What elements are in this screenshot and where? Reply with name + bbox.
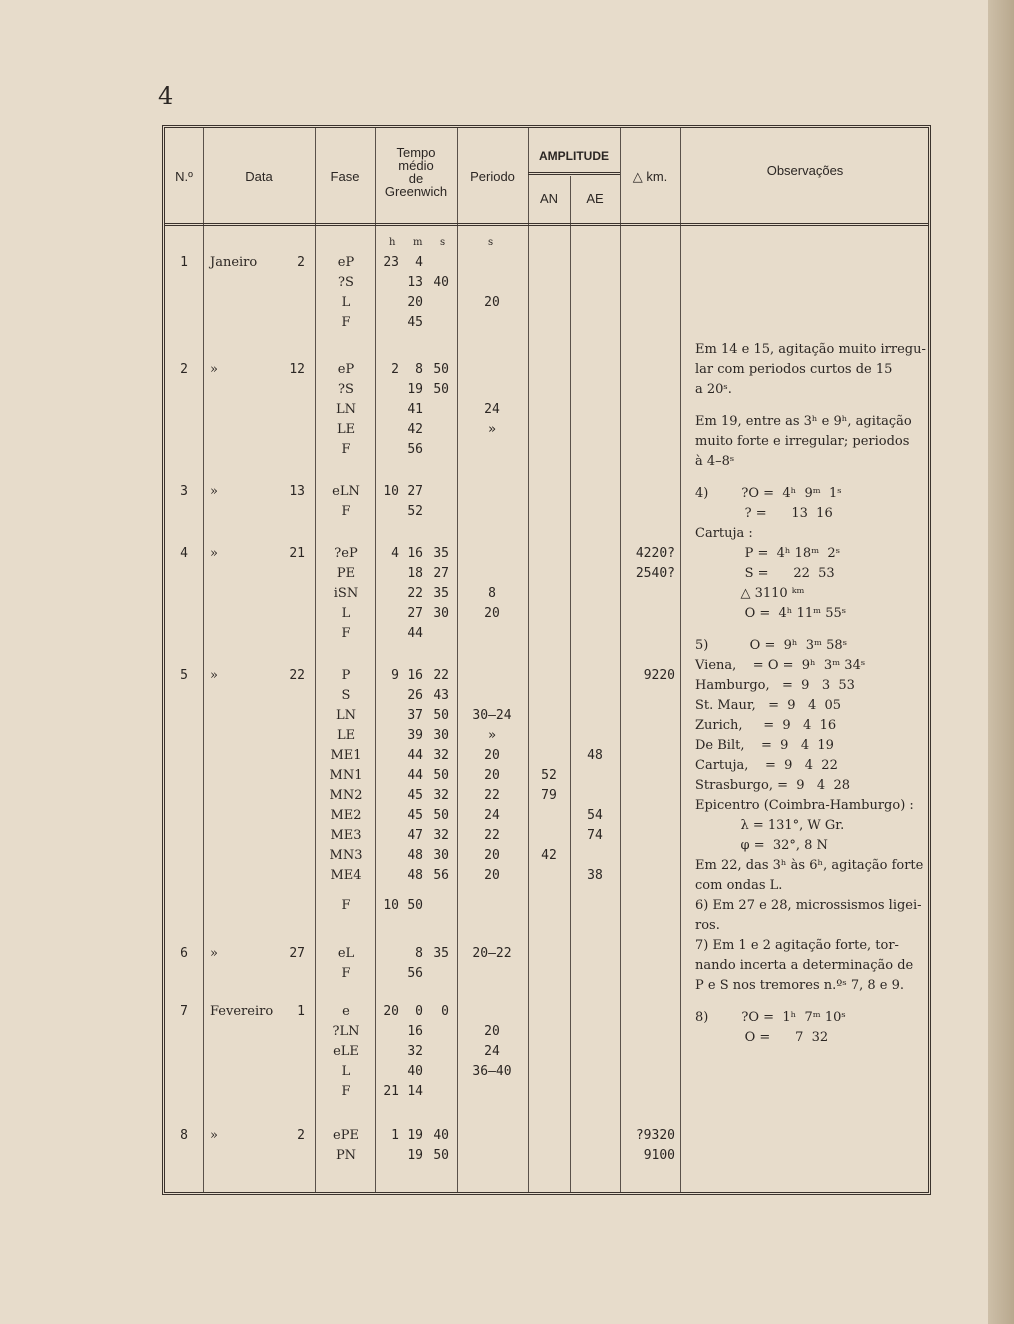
cell-s: 50 [433, 708, 449, 723]
cell-per: 30–24 [472, 708, 512, 723]
cell-s: 56 [433, 868, 449, 883]
cell-fase: e [342, 1004, 350, 1019]
cell-km: 9220 [643, 668, 675, 683]
cell-fase: eL [337, 946, 355, 961]
seismic-table [162, 125, 931, 1195]
cell-s: 50 [433, 808, 449, 823]
observation-line: Em 22, das 3ʰ às 6ʰ, agitação forte [695, 858, 924, 873]
cell-per: 20 [484, 768, 500, 783]
cell-fase: F [341, 1084, 351, 1099]
cell-m: 19 [407, 1128, 423, 1143]
header-tempo: Tempo médio de Greenwich [384, 145, 448, 199]
cell-fase: LN [335, 402, 356, 417]
observation-line: Viena, = O = 9ʰ 3ᵐ 34ˢ [695, 658, 866, 673]
header-an: AN [539, 191, 559, 206]
cell-fase: ?eP [334, 546, 358, 561]
header-delta-km: △ km. [632, 169, 668, 184]
cell-fase: ME2 [330, 808, 362, 823]
cell-s: 50 [433, 362, 449, 377]
cell-m: 20 [407, 295, 423, 310]
cell-ae: 54 [587, 808, 603, 823]
cell-mes: » [210, 668, 218, 683]
cell-m: 45 [407, 315, 423, 330]
cell-ae: 48 [587, 748, 603, 763]
cell-m: 0 [415, 1004, 423, 1019]
cell-s: 30 [433, 848, 449, 863]
cell-dia: 21 [289, 546, 305, 561]
cell-fase: ?S [338, 275, 354, 290]
cell-m: 47 [407, 828, 423, 843]
cell-m: 44 [407, 748, 423, 763]
cell-s: 40 [433, 1128, 449, 1143]
cell-s: 35 [433, 546, 449, 561]
cell-fase: S [341, 688, 351, 703]
cell-m: 48 [407, 868, 423, 883]
cell-km: ?9320 [635, 1128, 675, 1143]
cell-fase: F [341, 898, 351, 913]
cell-fase: eLE [333, 1044, 359, 1059]
header-data: Data [245, 169, 273, 184]
observation-line: muito forte e irregular; periodos [695, 434, 910, 449]
cell-fase: LE [336, 728, 356, 743]
unit-period-s: s [488, 237, 494, 248]
cell-s: 50 [433, 382, 449, 397]
cell-s: 43 [433, 688, 449, 703]
cell-per: 22 [484, 788, 500, 803]
header-no: N.º [175, 169, 193, 184]
cell-m: 16 [407, 668, 423, 683]
cell-m: 42 [407, 422, 423, 437]
observation-line: 5) O = 9ʰ 3ᵐ 58ˢ [695, 638, 848, 653]
observation-line: 6) Em 27 e 28, microssismos ligei- [695, 898, 922, 913]
cell-dia: 12 [289, 362, 305, 377]
cell-n: 3 [180, 484, 188, 499]
cell-n: 6 [180, 946, 188, 961]
cell-dia: 27 [289, 946, 305, 961]
cell-fase: eP [337, 362, 355, 377]
cell-an: 42 [541, 848, 557, 863]
observation-line: Epicentro (Coimbra-Hamburgo) : [695, 798, 914, 813]
cell-per: 20–22 [472, 946, 512, 961]
cell-mes: Fevereiro [210, 1004, 274, 1019]
cell-mes: » [210, 1128, 218, 1143]
cell-s: 32 [433, 828, 449, 843]
cell-m: 18 [407, 566, 423, 581]
cell-per: 36–40 [472, 1064, 512, 1079]
cell-m: 8 [415, 362, 423, 377]
cell-s: 35 [433, 946, 449, 961]
observation-line: φ = 32°, 8 N [695, 838, 828, 853]
cell-fase: MN3 [329, 848, 363, 863]
cell-m: 37 [407, 708, 423, 723]
observation-line: △ 3110 ᵏᵐ [695, 586, 805, 601]
cell-fase: F [341, 504, 351, 519]
cell-m: 8 [415, 946, 423, 961]
cell-n: 7 [180, 1004, 188, 1019]
cell-m: 32 [407, 1044, 423, 1059]
cell-m: 44 [407, 768, 423, 783]
cell-mes: » [210, 484, 218, 499]
header-ae: AE [586, 191, 604, 206]
cell-per: 20 [484, 1024, 500, 1039]
cell-mes: Janeiro [210, 255, 258, 270]
cell-km: 4220? [635, 546, 675, 561]
cell-m: 41 [407, 402, 423, 417]
cell-fase: F [341, 315, 351, 330]
cell-m: 39 [407, 728, 423, 743]
cell-dia: 13 [289, 484, 305, 499]
cell-h: 23 [383, 255, 399, 270]
header-periodo: Periodo [470, 169, 515, 184]
cell-m: 27 [407, 484, 423, 499]
page-edge [988, 0, 1014, 1324]
cell-per: » [488, 728, 496, 743]
observation-line: Cartuja, = 9 4 22 [695, 758, 838, 773]
cell-m: 45 [407, 808, 423, 823]
observation-line: Cartuja : [695, 526, 753, 541]
cell-s: 30 [433, 728, 449, 743]
cell-m: 50 [407, 898, 423, 913]
cell-fase: ME4 [330, 868, 362, 883]
cell-fase: LE [336, 422, 356, 437]
cell-fase: LN [335, 708, 356, 723]
cell-per: 20 [484, 868, 500, 883]
cell-s: 30 [433, 606, 449, 621]
cell-fase: PN [335, 1148, 357, 1163]
cell-per: 20 [484, 848, 500, 863]
cell-per: 24 [484, 402, 500, 417]
cell-dia: 1 [297, 1004, 305, 1019]
header-amplitude: AMPLITUDE [539, 149, 609, 163]
observation-line: Em 14 e 15, agitação muito irregu- [695, 342, 926, 357]
observation-line: De Bilt, = 9 4 19 [695, 738, 834, 753]
cell-m: 44 [407, 626, 423, 641]
observation-line: Em 19, entre as 3ʰ e 9ʰ, agitação [695, 414, 912, 429]
cell-s: 32 [433, 788, 449, 803]
cell-m: 45 [407, 788, 423, 803]
cell-fase: ME1 [330, 748, 362, 763]
cell-fase: MN1 [329, 768, 363, 783]
cell-mes: » [210, 362, 218, 377]
cell-fase: ?LN [332, 1024, 360, 1039]
observation-line: 8) ?O = 1ʰ 7ᵐ 10ˢ [695, 1010, 846, 1025]
cell-an: 52 [541, 768, 557, 783]
cell-h: 21 [383, 1084, 399, 1099]
cell-s: 32 [433, 748, 449, 763]
observation-line: 4) ?O = 4ʰ 9ᵐ 1ˢ [695, 486, 842, 501]
observation-line [695, 624, 930, 636]
cell-s: 50 [433, 768, 449, 783]
cell-per: 22 [484, 828, 500, 843]
observation-line: St. Maur, = 9 4 05 [695, 698, 842, 713]
cell-fase: F [341, 442, 351, 457]
observation-line: Hamburgo, = 9 3 53 [695, 678, 855, 693]
cell-h: 1 [391, 1128, 399, 1143]
cell-per: 24 [484, 1044, 500, 1059]
cell-s: 40 [433, 275, 449, 290]
cell-dia: 2 [297, 1128, 305, 1143]
cell-m: 14 [407, 1084, 423, 1099]
cell-ae: 38 [587, 868, 603, 883]
observation-line [695, 400, 930, 412]
unit-h: h [389, 237, 396, 248]
observation-line: com ondas L. [695, 878, 783, 893]
observation-line: Zurich, = 9 4 16 [695, 718, 837, 733]
observation-line: S = 22 53 [695, 566, 835, 581]
cell-fase: PE [336, 566, 356, 581]
cell-fase: L [341, 1064, 351, 1079]
cell-s: 50 [433, 1148, 449, 1163]
cell-n: 5 [180, 668, 188, 683]
cell-m: 48 [407, 848, 423, 863]
cell-fase: F [341, 966, 351, 981]
cell-m: 4 [415, 255, 423, 270]
cell-m: 56 [407, 966, 423, 981]
cell-per: » [488, 422, 496, 437]
cell-fase: L [341, 295, 351, 310]
cell-fase: ?S [338, 382, 354, 397]
header-observacoes: Observações [766, 163, 844, 178]
cell-per: 20 [484, 606, 500, 621]
cell-per: 24 [484, 808, 500, 823]
cell-ae: 74 [587, 828, 603, 843]
observation-line [695, 996, 930, 1008]
cell-fase: ME3 [330, 828, 362, 843]
cell-s: 27 [433, 566, 449, 581]
observation-line: à 4–8ˢ [695, 454, 735, 469]
cell-per: 20 [484, 748, 500, 763]
cell-fase: eP [337, 255, 355, 270]
cell-m: 19 [407, 1148, 423, 1163]
cell-m: 22 [407, 586, 423, 601]
cell-h: 9 [391, 668, 399, 683]
cell-fase: F [341, 626, 351, 641]
cell-m: 16 [407, 546, 423, 561]
cell-m: 19 [407, 382, 423, 397]
cell-m: 26 [407, 688, 423, 703]
observation-line: lar com periodos curtos de 15 [695, 362, 893, 377]
observation-line: P = 4ʰ 18ᵐ 2ˢ [695, 546, 841, 561]
observation-line: 7) Em 1 e 2 agitação forte, tor- [695, 938, 899, 953]
page-number: 4 [158, 82, 174, 110]
cell-mes: » [210, 546, 218, 561]
cell-fase: iSN [333, 586, 359, 601]
cell-n: 2 [180, 362, 188, 377]
cell-km: 9100 [643, 1148, 675, 1163]
observation-line: Strasburgo, = 9 4 28 [695, 778, 850, 793]
cell-n: 8 [180, 1128, 188, 1143]
cell-h: 4 [391, 546, 399, 561]
cell-fase: ePE [333, 1128, 359, 1143]
cell-dia: 2 [297, 255, 305, 270]
cell-per: 8 [488, 586, 496, 601]
observation-line: a 20ˢ. [695, 382, 732, 397]
cell-m: 52 [407, 504, 423, 519]
unit-m: m [413, 237, 423, 248]
cell-fase: MN2 [329, 788, 363, 803]
observation-line: P e S nos tremores n.ºˢ 7, 8 e 9. [695, 978, 905, 993]
observations-column [695, 340, 930, 1048]
cell-h: 10 [383, 484, 399, 499]
cell-dia: 22 [289, 668, 305, 683]
cell-per: 20 [484, 295, 500, 310]
observation-line: O = 4ʰ 11ᵐ 55ˢ [695, 606, 847, 621]
cell-an: 79 [541, 788, 557, 803]
cell-s: 35 [433, 586, 449, 601]
cell-fase: L [341, 606, 351, 621]
observation-line: ros. [695, 918, 720, 933]
cell-n: 1 [180, 255, 188, 270]
cell-s: 0 [441, 1004, 449, 1019]
cell-km: 2540? [635, 566, 675, 581]
cell-h: 2 [391, 362, 399, 377]
cell-h: 10 [383, 898, 399, 913]
observation-line [695, 472, 930, 484]
cell-s: 22 [433, 668, 449, 683]
cell-h: 20 [383, 1004, 399, 1019]
observation-line: nando incerta a determinação de [695, 958, 914, 973]
cell-m: 13 [407, 275, 423, 290]
cell-fase: P [341, 668, 351, 683]
cell-m: 27 [407, 606, 423, 621]
header-fase: Fase [330, 169, 360, 184]
observation-line: λ = 131°, W Gr. [695, 818, 845, 833]
cell-m: 16 [407, 1024, 423, 1039]
cell-fase: eLN [332, 484, 360, 499]
cell-m: 40 [407, 1064, 423, 1079]
cell-n: 4 [180, 546, 188, 561]
cell-m: 56 [407, 442, 423, 457]
observation-line: O = 7 32 [695, 1030, 829, 1045]
cell-mes: » [210, 946, 218, 961]
unit-s: s [440, 237, 446, 248]
observation-line: ? = 13 16 [695, 506, 833, 521]
